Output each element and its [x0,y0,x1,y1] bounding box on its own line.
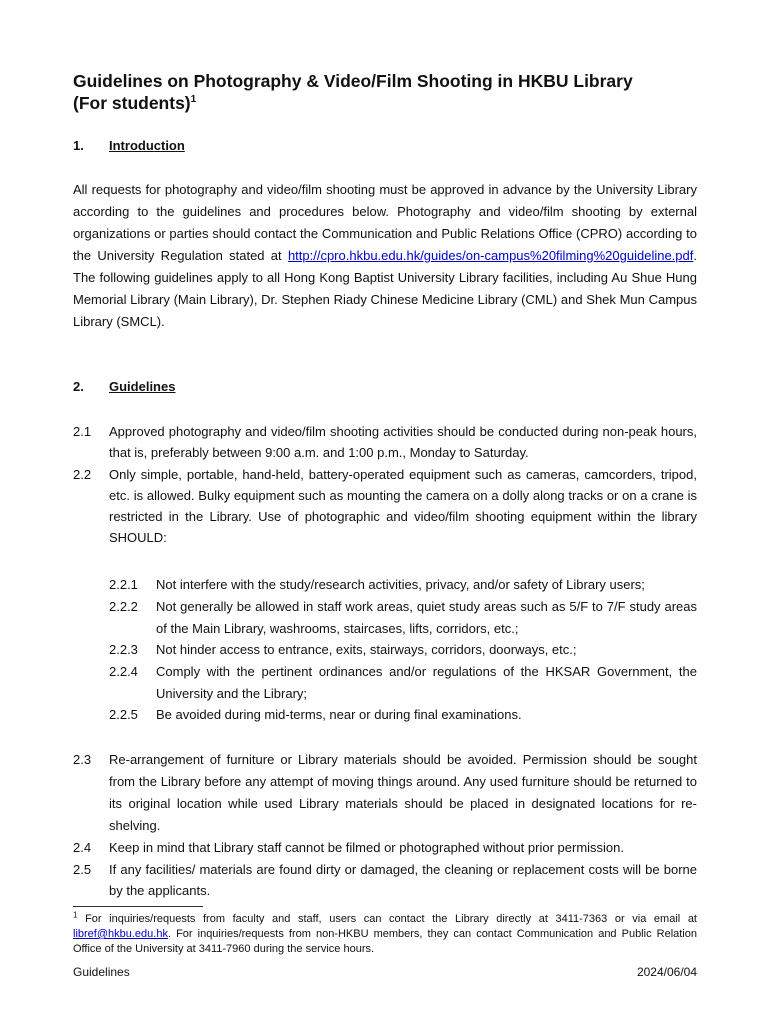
item-number: 2.5 [73,862,92,877]
subitem-number: 2.2.2 [109,599,138,614]
item-text: Re-arrangement of furniture or Library materials should be avoided. Permission should be sought from the Library before any attempt of moving things around. Any used furniture should be returned to its original location while used Library materials should be placed in designated locations for re-shelving. [109,752,697,833]
section-title: Guidelines [109,379,176,394]
page-title [73,70,713,114]
footnote-marker: 1 [73,910,78,920]
introduction-paragraph [73,179,697,333]
subitem-number: 2.2.4 [109,664,138,679]
subitem-text: Not interfere with the study/research activities, privacy, and/or safety of Library users; [156,577,645,592]
subitem-text: Not generally be allowed in staff work areas, quiet study areas such as 5/F to 7/F study areas of the Main Library, washrooms, staircases, lifts, corridors, etc.; [156,599,697,636]
footnote-text-part-1: For inquiries/requests from faculty and staff, users can contact the Library directly at 3411-7363 or via email at [85,913,697,925]
guideline-subitem-2-2-4 [109,661,697,704]
subitem-number: 2.2.1 [109,577,138,592]
footnote-text-part-2: . For inquiries/requests from non-HKBU members, they can contact Communication and Public Relation Office of the University at 3411-7960 during the service hours. [73,928,697,955]
library-email-link[interactable]: libref@hkbu.edu.hk [73,928,168,940]
footer-date: 2024/06/04 [636,965,697,979]
title-line-2: (For students) [73,93,191,113]
subitem-text: Comply with the pertinent ordinances and/or regulations of the HKSAR Government, the University and the Library; [156,664,697,701]
intro-text-part-2: . The following guidelines apply to all Hong Kong Baptist University Library facilities, including Au Shue Hung Memorial Library (Main Library), Dr. Stephen Riady Chinese Medicine Library (CML) and Shek Mun Campus Library (SMCL). [73,248,697,329]
item-text: Keep in mind that Library staff cannot be filmed or photographed without prior permission. [109,840,624,855]
subitem-number: 2.2.3 [109,642,138,657]
guideline-item-2-1 [73,421,697,463]
section-heading-guidelines [73,379,175,395]
item-text: Approved photography and video/film shooting activities should be conducted during non-peak hours, that is, preferably between 9:00 a.m. and 1:00 p.m., Monday to Saturday. [109,424,697,460]
footnote [73,912,697,957]
footer-label: Guidelines [73,965,130,979]
section-number: 2. [73,379,84,394]
section-title: Introduction [109,138,185,153]
item-number: 2.3 [73,752,92,767]
guideline-item-2-3 [73,749,697,837]
title-line-1: Guidelines on Photography & Video/Film Shooting in HKBU Library [73,71,633,91]
item-number: 2.4 [73,840,92,855]
guideline-item-2-2 [73,464,697,548]
intro-text-part-1: All requests for photography and video/film shooting must be approved in advance by the University Library according to the guidelines and procedures below. Photography and video/film shooting by external organizations or parties should contact the Communication and Public Relations Office (CPRO) according to the University Regulation stated at [73,182,697,263]
subitem-text: Not hinder access to entrance, exits, stairways, corridors, doorways, etc.; [156,642,577,657]
guideline-item-2-4 [73,837,697,858]
cpro-guideline-link[interactable]: http://cpro.hkbu.edu.hk/guides/on-campus%20filming%20guideline.pdf [287,248,694,263]
item-number: 2.2 [73,467,92,482]
title-footnote-ref[interactable]: 1 [190,94,197,106]
guideline-subitem-2-2-5 [109,704,697,726]
item-number: 2.1 [73,424,92,439]
subitem-text: Be avoided during mid-terms, near or during final examinations. [156,707,522,722]
guideline-item-2-5 [73,859,697,901]
subitem-number: 2.2.5 [109,707,138,722]
section-heading-introduction [73,138,185,154]
section-number: 1. [73,138,84,153]
item-text: Only simple, portable, hand-held, battery-operated equipment such as cameras, camcorders, tripod, etc. is allowed. Bulky equipment such as mounting the camera on a dolly along tracks or on a crane is restricted in the Library. Use of photographic and video/film shooting equipment within the library SHOULD: [109,467,697,545]
guideline-subitem-2-2-2 [109,596,697,639]
footnote-divider [73,906,203,907]
guideline-subitem-2-2-1 [109,574,697,596]
guideline-subitem-2-2-3 [109,639,697,661]
item-text: If any facilities/ materials are found dirty or damaged, the cleaning or replacement costs will be borne by the applicants. [109,862,697,898]
